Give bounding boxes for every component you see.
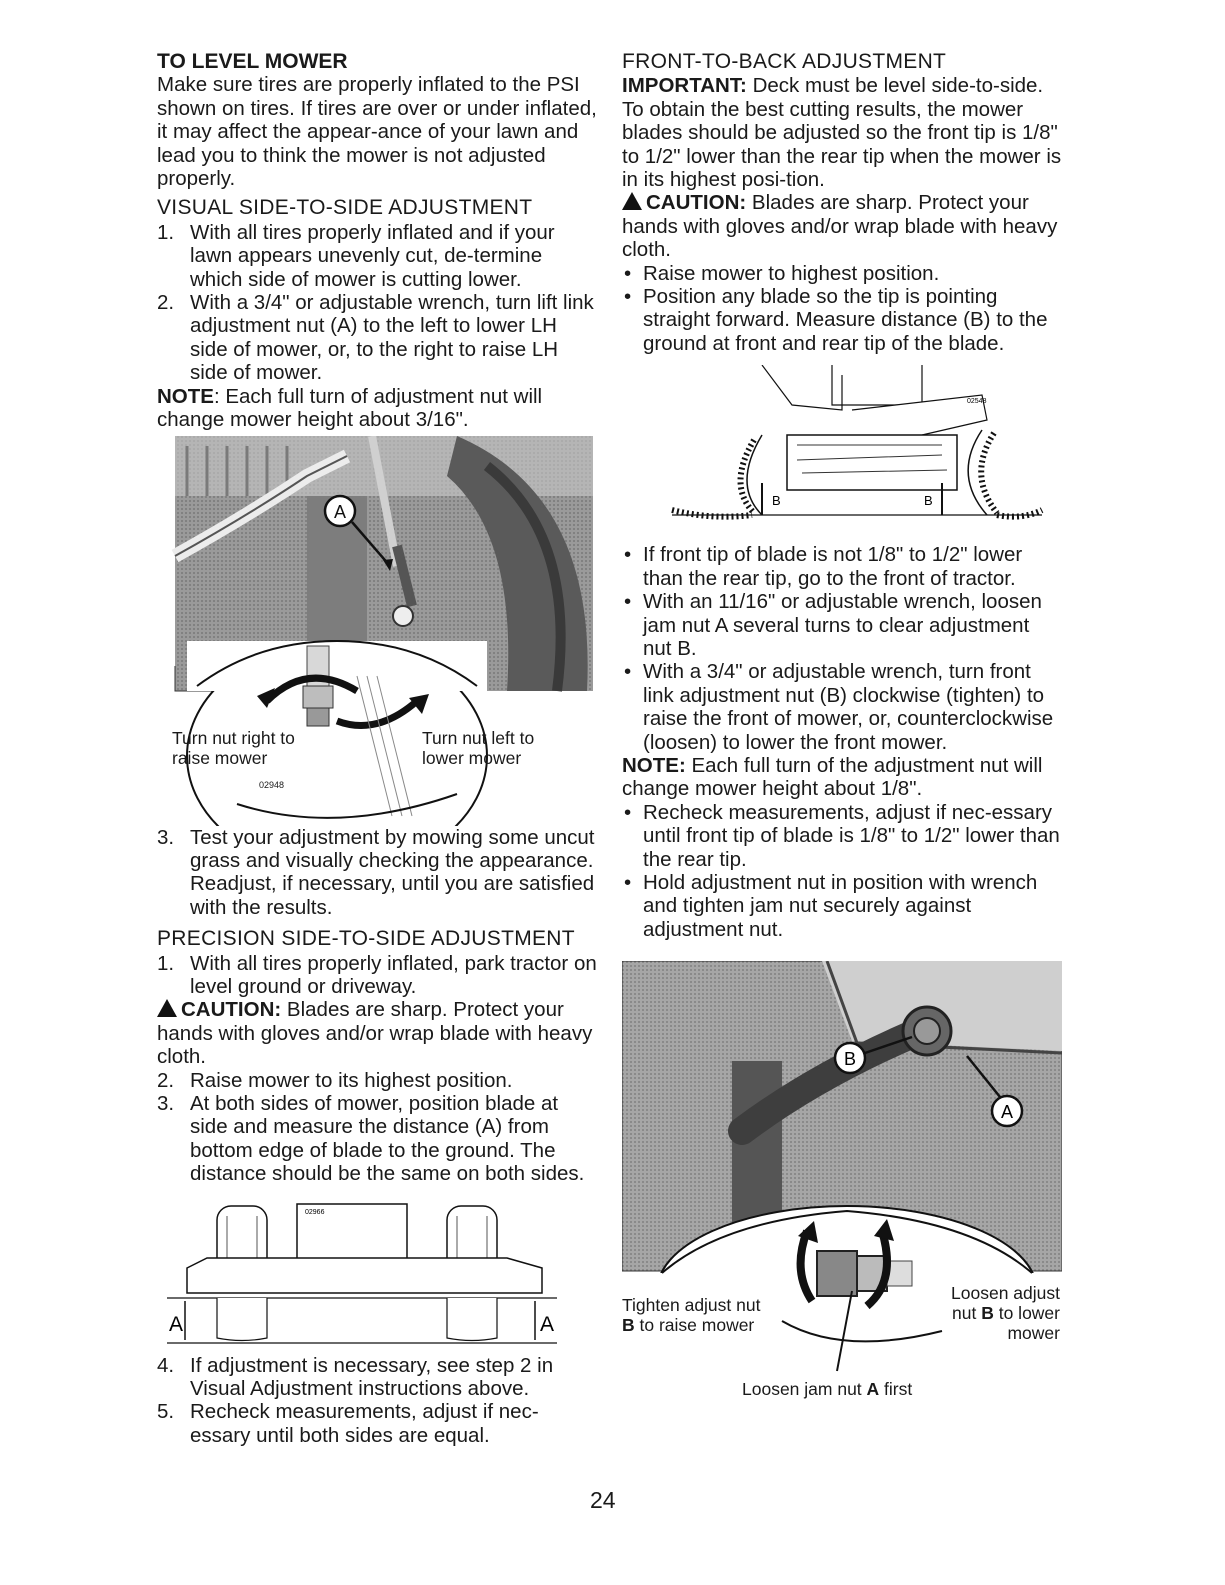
- precision-step-5: 5. Recheck measurements, adjust if nec-essary until both sides are equal.: [157, 1400, 539, 1447]
- caution-left: CAUTION: Blades are sharp. Protect your hands with gloves and/or wrap blade with heavy cloth.: [157, 998, 593, 1069]
- caption-tighten: Tighten adjust nut B to raise mower: [622, 1295, 761, 1336]
- callout-a-right: A: [1000, 1102, 1014, 1123]
- bullet-turn-link-nut: • With a 3/4" or adjustable wrench, turn front link adjustment nut (B) clockwise (tighten) to raise the front of mower, or, counterclockwise (loosen) to lower the front mower.: [624, 660, 1054, 754]
- precision-step-1: 1. With all tires properly inflated, park tractor on level ground or driveway.: [157, 951, 597, 998]
- lift-link-photo: [157, 436, 597, 826]
- front-to-back-heading: FRONT-TO-BACK ADJUSTMENT: [622, 50, 947, 73]
- deck-front-view-figure: [157, 1198, 597, 1348]
- left-column: [157, 50, 597, 1447]
- caption-loosen-jam-nut: Loosen jam nut A first: [742, 1379, 913, 1400]
- label-b-left: B: [772, 493, 781, 509]
- label-b-right: B: [924, 493, 933, 509]
- precision-step-2: 2. Raise mower to its highest position.: [157, 1068, 513, 1092]
- bullet-hold-nut: • Hold adjustment nut in position with wrench and tighten jam nut securely against adjustment nut.: [624, 870, 1038, 941]
- note-right: NOTE: Each full turn of the adjustment nut will change mower height about 1/8".: [622, 753, 1043, 801]
- precision-step-3: 3. At both sides of mower, position blade at side and measure the distance (A) from bottom edge of blade to the ground. The distance should be the same on both sides.: [157, 1091, 585, 1186]
- precision-step-4: 4. If adjustment is necessary, see step 2 in Visual Adjustment instructions above.: [157, 1353, 554, 1400]
- page-number: 24: [590, 1487, 616, 1513]
- figure-code: 02948: [259, 779, 285, 790]
- visual-step-1: 1. With all tires properly inflated and if your lawn appears unevenly cut, de-termine which side of mower is cutting lower.: [157, 220, 555, 291]
- caution-right: CAUTION: Blades are sharp. Protect your hands with gloves and/or wrap blade with heavy cloth.: [622, 191, 1058, 262]
- warning-icon: [157, 999, 177, 1017]
- deck-front-illustration: [157, 1198, 597, 1348]
- caption-loosen-adjust: Loosen adjust nut B to lower mower: [951, 1283, 1060, 1344]
- visual-step-3: 3. Test your adjustment by mowing some uncut grass and visually checking the appearance. Readjust, if necessary, until you are satisfied with the results.: [157, 825, 595, 919]
- label-a-right: A: [540, 1312, 555, 1336]
- blade-side-illustration: [622, 365, 1062, 535]
- figure-code-3: 02548: [967, 398, 987, 406]
- section-title-level-mower: TO LEVEL MOWER: [157, 50, 348, 73]
- fb-intro-text: To obtain the best cutting results, the mower blades should be adjusted so the front tip is 1/8" to 1/2" lower than the rear tip when the mower is in its highest posi-tion.: [622, 97, 1062, 192]
- label-a-left: A: [169, 1312, 184, 1336]
- callout-a: A: [333, 501, 347, 522]
- warning-icon: [622, 192, 642, 210]
- precision-heading: PRECISION SIDE-TO-SIDE ADJUSTMENT: [157, 927, 575, 951]
- callout-b: B: [843, 1049, 857, 1070]
- bullet-raise-mower: • Raise mower to highest position.: [624, 261, 940, 285]
- visual-note: NOTE: Each full turn of adjustment nut will change mower height about 3/16".: [157, 384, 543, 432]
- bullet-loosen-jam-nut: • With an 11/16" or adjustable wrench, loosen jam nut A several turns to clear adjustment nut B.: [624, 590, 1042, 660]
- bullet-position-blade: • Position any blade so the tip is pointing straight forward. Measure distance (B) to the ground at front and rear tip of the blade.: [624, 285, 1048, 355]
- bullet-recheck: • Recheck measurements, adjust if nec-essary until front tip of blade is 1/8" to 1/2" lower than the rear tip.: [624, 800, 1060, 871]
- visual-step-2: 2. With a 3/4" or adjustable wrench, turn lift link adjustment nut (A) to the left to lower LH side of mower, or, to the right to raise LH side of mower.: [157, 291, 594, 385]
- bullet-front-tip-check: • If front tip of blade is not 1/8" to 1/2" lower than the rear tip, go to the front of tractor.: [624, 543, 1023, 590]
- visual-heading: VISUAL SIDE-TO-SIDE ADJUSTMENT: [157, 196, 533, 220]
- caption-turn-right: Turn nut right to raise mower: [172, 727, 295, 768]
- front-link-photo: [622, 961, 1062, 1401]
- figure-code-2: 02966: [305, 1208, 325, 1216]
- important-note: IMPORTANT: Deck must be level side-to-side.: [622, 74, 1044, 98]
- right-column: [622, 50, 1062, 1401]
- blade-side-view-figure: [622, 365, 1062, 535]
- level-intro-text: Make sure tires are properly inflated to the PSI shown on tires. If tires are over or under inflated, it may affect the appear-ance of your lawn and lead you to think the mower is not adjusted properly.: [157, 73, 597, 191]
- caption-turn-left: Turn nut left to lower mower: [422, 727, 535, 768]
